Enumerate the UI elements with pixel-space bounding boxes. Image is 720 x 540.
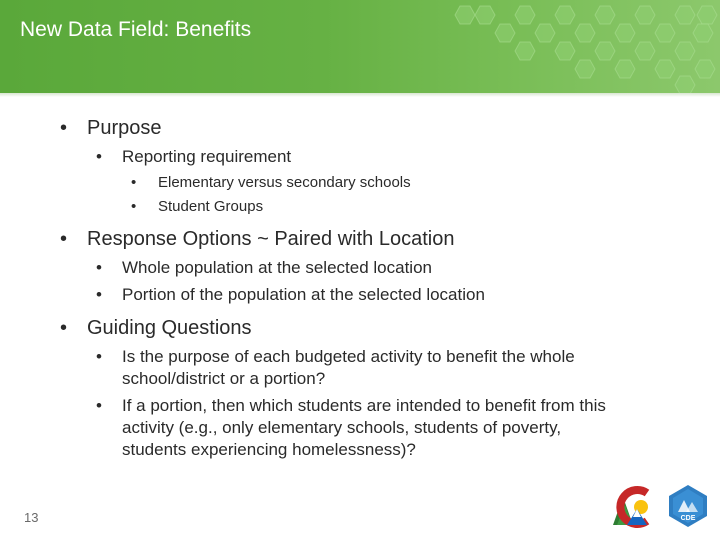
question-line: Is the purpose of each budgeted activity to benefit the whole — [122, 347, 575, 366]
question-line: If a portion, then which students are intended to benefit from this — [122, 396, 606, 415]
section-heading-response-options: Response Options ~ Paired with Location — [87, 228, 455, 250]
question-line: school/district or a portion? — [122, 369, 326, 388]
list-item: Whole population at the selected location — [122, 258, 432, 277]
bullet-marker: • — [96, 285, 102, 304]
section-heading-purpose: Purpose — [87, 117, 162, 139]
bullet-marker: • — [96, 147, 102, 166]
bullet-marker: • — [60, 117, 68, 139]
bullet-marker: • — [131, 174, 137, 191]
subsub-item: Student Groups — [158, 198, 264, 215]
list-item: Portion of the population at the selected location — [122, 285, 485, 304]
cde-logo — [664, 482, 712, 530]
slide-number: 13 — [24, 510, 39, 525]
section-heading-guiding-questions: Guiding Questions — [87, 317, 252, 339]
subsub-item: Elementary versus secondary schools — [158, 174, 411, 191]
bullet-marker: • — [60, 317, 68, 339]
question-line: students experiencing homelessness)? — [122, 440, 416, 459]
bullet-marker: • — [60, 228, 68, 250]
colorado-state-logo — [611, 483, 661, 529]
slide-title: New Data Field: Benefits — [20, 18, 252, 41]
question-line: activity (e.g., only elementary schools, students of poverty, — [122, 418, 562, 437]
bullet-marker: • — [96, 258, 102, 277]
bullet-marker: • — [96, 347, 102, 366]
sub-item-reporting-requirement: Reporting requirement — [122, 147, 292, 166]
bullet-marker: • — [131, 198, 137, 215]
bullet-marker: • — [96, 396, 102, 415]
cde-logo-text: CDE — [680, 515, 696, 522]
